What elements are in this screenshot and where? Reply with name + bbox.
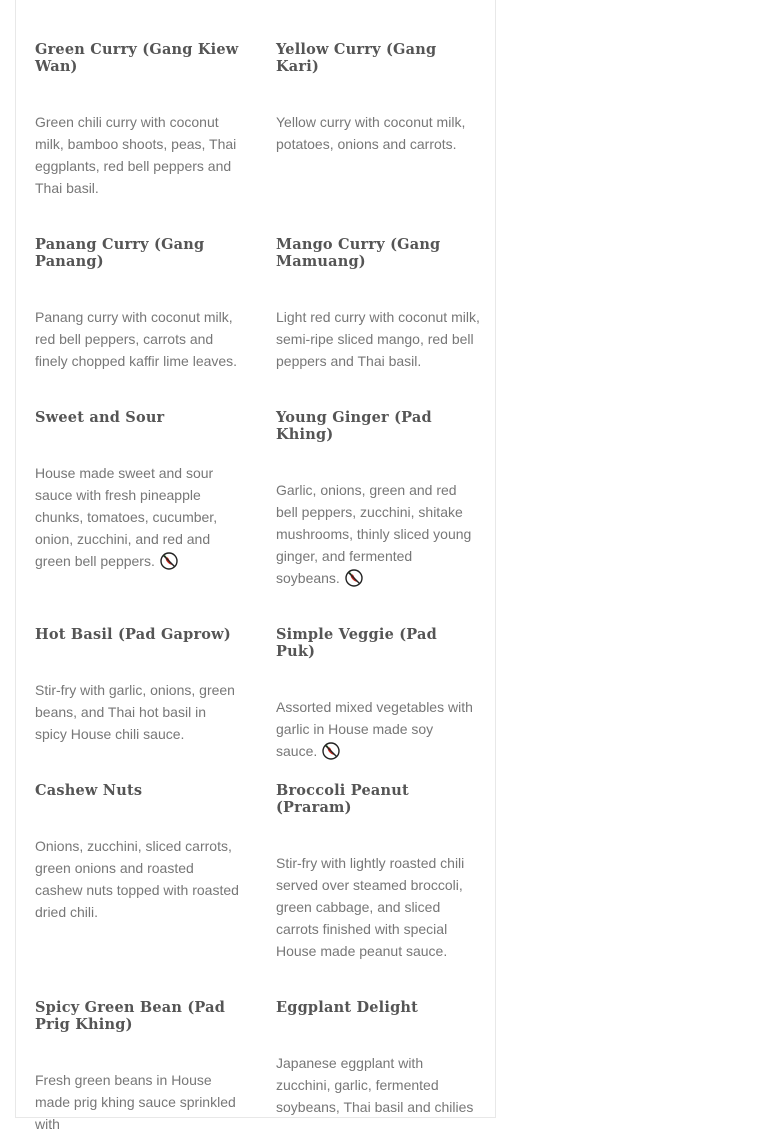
item-description: Yellow curry with coconut milk, potatoes, onions and carrots. (276, 114, 466, 152)
item-description-text: Assorted mixed vegetables with garlic in House made soy sauce. (276, 699, 473, 759)
item-description: Japanese eggplant with zucchini, garlic, fermented soybeans, Thai basil and chilies (276, 1055, 474, 1115)
menu-item-green-curry (35, 41, 240, 199)
item-title: Simple Veggie (Pad Puk) (276, 626, 437, 660)
item-title: Mango Curry (Gang Mamuang) (276, 236, 441, 270)
item-title: Cashew Nuts (35, 782, 143, 799)
item-title: Green Curry (Gang Kiew Wan) (35, 41, 239, 75)
no-chili-icon (160, 552, 178, 570)
item-title: Hot Basil (Pad Gaprow) (35, 626, 231, 643)
item-description: Fresh green beans in House made prig khing sauce sprinkled with (35, 1072, 236, 1132)
menu-item-mango-curry (276, 236, 481, 372)
no-chili-icon (322, 742, 340, 760)
item-description: Panang curry with coconut milk, red bell peppers, carrots and finely chopped kaffir lime leaves. (35, 309, 238, 369)
item-description: Stir-fry with lightly roasted chili served over steamed broccoli, green cabbage, and sliced carrots finished with special House made peanut sauce. (276, 855, 465, 959)
item-description: Green chili curry with coconut milk, bamboo shoots, peas, Thai eggplants, red bell peppers and Thai basil. (35, 114, 237, 196)
menu-item-eggplant-delight (276, 999, 481, 1118)
item-description (35, 462, 239, 572)
item-description (276, 696, 480, 762)
item-description: Onions, zucchini, sliced carrots, green onions and roasted cashew nuts topped with roasted dried chili. (35, 838, 239, 920)
menu-item-yellow-curry (276, 41, 481, 155)
item-title: Panang Curry (Gang Panang) (35, 236, 205, 270)
menu-item-young-ginger (276, 409, 481, 589)
item-title: Broccoli Peanut (Praram) (276, 782, 409, 816)
item-title: Sweet and Sour (35, 409, 165, 426)
item-title: Yellow Curry (Gang Kari) (276, 41, 437, 75)
item-title: Eggplant Delight (276, 999, 419, 1016)
item-description-text: House made sweet and sour sauce with fresh pineapple chunks, tomatoes, cucumber, onion, zucchini, and red and green bell peppers. (35, 465, 218, 569)
menu-item-broccoli-peanut (276, 782, 481, 962)
menu-item-cashew-nuts (35, 782, 240, 923)
item-description: Stir-fry with garlic, onions, green beans, and Thai hot basil in spicy House chili sauce. (35, 682, 235, 742)
item-title: Young Ginger (Pad Khing) (276, 409, 432, 443)
item-description: Light red curry with coconut milk, semi-ripe sliced mango, red bell peppers and Thai basil. (276, 309, 480, 369)
item-description-text: Garlic, onions, green and red bell peppers, zucchini, shitake mushrooms, thinly sliced young ginger, and fermented soybeans. (276, 482, 472, 586)
item-description (276, 479, 480, 589)
menu-panel (15, 0, 496, 1132)
menu-item-sweet-and-sour (35, 409, 240, 572)
item-title: Spicy Green Bean (Pad Prig Khing) (35, 999, 226, 1033)
menu-item-simple-veggie (276, 626, 481, 762)
menu-item-hot-basil (35, 626, 240, 745)
no-chili-icon (345, 569, 363, 587)
menu-item-spicy-green-bean (35, 999, 240, 1135)
menu-item-panang-curry (35, 236, 240, 372)
